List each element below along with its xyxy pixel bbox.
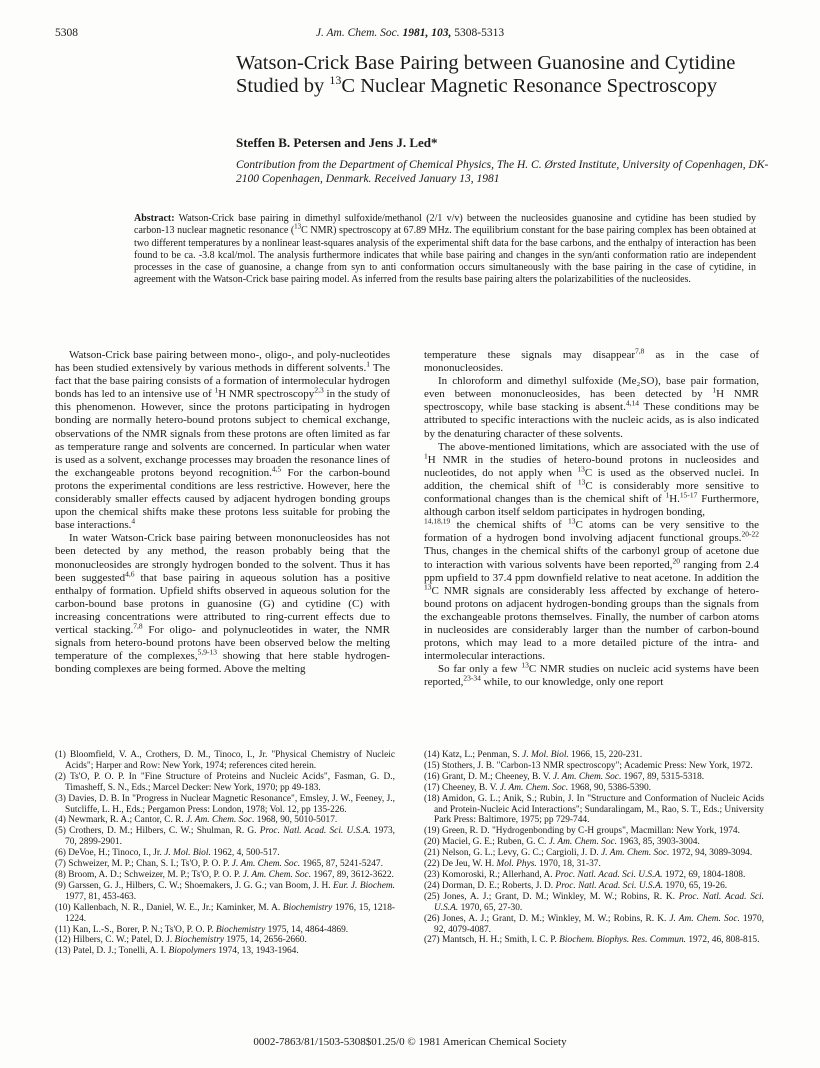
reference-item: (19) Green, R. D. "Hydrogenbonding by C-H groups", Macmillan: New York, 1974.: [424, 826, 740, 837]
body-paragraph: In water Watson-Crick base pairing between mononucleosides has not been detected by any method, the reason probably being that the mononucleosides are strongly hydrogen bonded to the solvent. Thus it has been suggested$^{4,6}$ that base pairing in aqueous solution has a positive enthalpy of formation. Upfield shifts observed in aqueous solution for the carbon-bound base protons in guanosine (G) and cytidine (C) with increasing concentrations were attributed to ring-current effects due to vertical stacking.$^{7,8}$ For oligo- and polynucleotides in water, the NMR signals from hetero-bound protons have been observed below the melting temperature of the complexes,$^{5,9-13}$ showing that here stable hydrogen-bonding complexes are being formed. Above the melting: [55, 532, 390, 676]
reference-item: (8) Broom, A. D.; Schweizer, M. P.; Ts'O, P. O. P. J. Am. Chem. Soc. 1967, 89, 3612-3622.: [55, 869, 394, 880]
reference-item: (24) Dorman, D. E.; Roberts, J. D. Proc. Natl. Acad. Sci. U.S.A. 1970, 65, 19-26.: [424, 880, 728, 891]
body-column-right: [424, 346, 760, 689]
body-paragraph: So far only a few $^{13}$C NMR studies on nucleic acid systems have been reported,$^{23-34}$ while, to our knowledge, only one report: [424, 660, 759, 689]
abstract: Abstract: Watson-Crick base pairing in dimethyl sulfoxide/methanol (2/1 v/v) between the nucleosides guanosine and cytidine has been studied by carbon-13 nuclear magnetic resonance ($^{13}$C NMR) spectroscopy at 67.89 MHz. The equilibrium constant for the base pairing complex has been obtained at two different temperatures by a nonlinear least-squares analysis of the experimental shift data for the base carbons, and the enthalpy of interaction has been found to be ca. -3.8 kcal/mol. The analysis furthermore indicates that while base pairing and changes in the syn/anti conformation ratio are independent processes in the case of guanosine, a change from syn to anti conformation occurs simultaneously with the base pairing in the case of cytidine, in agreement with the Watson-Crick base pairing model. As inferred from the results base pairing alters the polarizabilities of the nucleosides.: [134, 213, 757, 286]
reference-item: (20) Maciel, G. E.; Ruben, G. C. J. Am. Chem. Soc. 1963, 85, 3903-3004.: [424, 837, 700, 848]
body-paragraph: temperature these signals may disappear$^{7,8}$ as in the case of mononucleosides.: [424, 346, 759, 375]
reference-item: (22) De Jeu, W. H. Mol. Phys. 1970, 18, 31-37.: [424, 859, 601, 870]
reference-item: (3) Davies, D. B. In "Progress in Nuclear Magnetic Resonance", Emsley, J. W., Feeney, J., Sutcliffe, L. H., Eds.; Pergamon Press: London, 1978; Vol. 12, pp 135-226.: [55, 793, 395, 815]
reference-item: (21) Nelson, G. L.; Levy, G. C.; Cargioli, J. D. J. Am. Chem. Soc. 1972, 94, 3089-3094.: [424, 848, 753, 859]
body-paragraph: The above-mentioned limitations, which are associated with the use of $^1$H NMR in the studies of hetero-bound protons in nucleosides and nucleotides, do not apply when $^{13}$C is used as the observed nuclei. In addition, the chemical shift of $^{13}$C is considerably more sensitive to conformational changes than is the chemical shift of $^1$H.$^{15-17}$ Furthermore, although carbon itself seldom participates in hydrogen bonding,: [424, 440, 760, 519]
reference-item: (9) Garssen, G. J., Hilbers, C. W.; Shoemakers, J. G. G.; van Boom, J. H. Eur. J. Biochem. 1977, 81, 453-463.: [55, 880, 395, 902]
article-title: Watson-Crick Base Pairing between Guanosine and Cytidine Studied by $^{13}$C Nuclear Magnetic Resonance Spectroscopy: [236, 52, 736, 97]
reference-item: (25) Jones, A. J.; Grant, D. M.; Winkley, M. W.; Robins, R. K. Proc. Natl. Acad. Sci. U.S.A. 1970, 65, 27-30.: [424, 891, 764, 913]
reference-item: (17) Cheeney, B. V. J. Am. Chem. Soc. 1968, 90, 5386-5390.: [424, 782, 651, 793]
reference-item: (1) Bloomfield, V. A., Crothers, D. M., Tinoco, I., Jr. "Physical Chemistry of Nucleic Acids"; Harper and Row: New York, 1974; references cited herein.: [55, 750, 395, 771]
journal-volume: 103,: [431, 27, 452, 39]
reference-item: (10) Kallenbach, N. R., Daniel, W. E., Jr.; Kaminker, M. A. Biochemistry 1976, 15, 1218-1224.: [55, 902, 396, 924]
reference-item: (14) Katz, L.; Penman, S. J. Mol. Biol. 1966, 15, 220-231.: [424, 750, 643, 760]
reference-item: (16) Grant, D. M.; Cheeney, B. V. J. Am. Chem. Soc. 1967, 89, 5315-5318.: [424, 771, 705, 782]
reference-item: (6) DeVoe, H.; Tinoco, I., Jr. J. Mol. Biol. 1962, 4, 500-517.: [55, 848, 280, 859]
reference-item: (26) Jones, A. J.; Grant, D. M.; Winkley, M. W.; Robins, R. K. J. Am. Chem. Soc. 1970, 92, 4079-4087.: [424, 913, 764, 935]
journal-pages: 5308-5313: [454, 27, 505, 39]
journal-year: 1981,: [402, 27, 429, 39]
article-authors: Steffen B. Petersen and Jens J. Led*: [236, 135, 438, 150]
body-paragraph: $^{14,18,19}$ the chemical shifts of $^{13}$C atoms can be very sensitive to the formation of a hydrogen bond involving adjacent functional groups.$^{20-22}$ Thus, changes in the chemical shifts of the carbonyl group of acetone due to interaction with various solvents have been reported,$^{20}$ ranging from 2.4 ppm upfield to 37.4 ppm downfield relative to neat acetone. In addition the $^{13}$C NMR signals are considerably less affected by exchange of hetero-bound protons on adjacent hydrogen-bonding groups than the signals from the exchangeable protons themselves. Finally, the number of carbon atoms in nucleosides are considerably larger than the number of carbon-bound protons, which may lead to a more detailed picture of the intra- and intermolecular interactions.: [424, 516, 760, 663]
reference-item: (27) Mantsch, H. H.; Smith, I. C. P. Biochem. Biophys. Res. Commun. 1972, 46, 808-815.: [424, 935, 760, 946]
reference-item: (13) Patel, D. J.; Tonelli, A. I. Biopolymers 1974, 13, 1943-1964.: [55, 946, 299, 957]
abstract-label: Abstract:: [134, 213, 175, 224]
body-paragraph: In chloroform and dimethyl sulfoxide (Me₂SO), base pair formation, even between mononucleosides, has been detected by $^1$H NMR spectroscopy, while base stacking is absent.$^{4,14}$ These conditions may be attributed to specific interactions with the nucleic acids, as is also indicated by the denaturing character of these solvents.: [424, 375, 759, 440]
reference-item: (12) Hilbers, C. W.; Patel, D. J. Biochemistry 1975, 14, 2656-2660.: [55, 935, 307, 946]
reference-item: (7) Schweizer, M. P.; Chan, S. I.; Ts'O, P. O. P. J. Am. Chem. Soc. 1965, 87, 5241-5247.: [55, 859, 383, 870]
references-left: [55, 750, 395, 957]
running-head: [0, 27, 820, 39]
body-paragraph: Watson-Crick base pairing between mono-, oligo-, and poly-nucleotides has been studied extensively by various methods in different solvents.$^1$ The fact that the base pairing consists of a formation of intermolecular hydrogen bonds has led to an intensive use of $^1$H NMR spectroscopy$^{2,3}$ in the study of this phenomenon. However, since the protons participating in hydrogen bonding are normally hetero-bound protons subject to chemical exchange, observations of the NMR signals from these protons are often limited as far as temperature range and solvents are concerned. In particular when water is used as a solvent, exchange processes may broaden the resonance lines of the exchangeable protons beyond recognition.$^{4,5}$ For the carbon-bound protons the experimental conditions are less restrictive. However, here the considerably smaller effects caused by adjacent hydrogen bonding groups upon the chemical shifts make these protons less suitable for probing the base interactions.$^4$: [55, 349, 390, 532]
reference-item: (4) Newmark, R. A.; Cantor, C. R. J. Am. Chem. Soc. 1968, 90, 5010-5017.: [55, 815, 338, 826]
references-right: [424, 750, 764, 946]
page-number: 5308: [55, 27, 78, 39]
reference-item: (2) Ts'O, P. O. P. In "Fine Structure of Proteins and Nucleic Acids", Fasman, G. D., Timasheff, S. N., Eds.; Marcel Decker: New York, 1970; pp 49-183.: [55, 771, 395, 793]
reference-item: (5) Crothers, D. M.; Hilbers, C. W.; Shulman, R. G. Proc. Natl. Acad. Sci. U.S.A. 1973, 70, 2899-2901.: [55, 826, 396, 848]
reference-item: (23) Komoroski, R.; Allerhand, A. Proc. Natl. Acad. Sci. U.S.A. 1972, 69, 1804-1808.: [424, 869, 746, 880]
article-affiliation: Contribution from the Department of Chemical Physics, The H. C. Ørsted Institute, University of Copenhagen, DK-2100 Copenhagen, Denmark. Received January 13, 1981: [236, 159, 769, 185]
body-column-left: [55, 349, 390, 676]
reference-item: (18) Amidon, G. L.; Anik, S.; Rubin, J. In "Structure and Conformation of Nucleic Acids and Protein-Nucleic Acid Interactions"; Sundaralingam, M., Rao, S. T., Eds.; University Park Press: Baltimore, 1975; pp 729-744.: [424, 793, 764, 826]
reference-item: (15) Stothers, J. B. "Carbon-13 NMR spectroscopy"; Academic Press: New York, 1972.: [424, 760, 753, 771]
copyright-footer: 0002-7863/81/1503-5308$01.25/0 © 1981 American Chemical Society: [253, 1036, 567, 1048]
reference-item: (11) Kan, L.-S., Borer, P. N.; Ts'O, P. O. P. Biochemistry 1975, 14, 4864-4869.: [55, 924, 349, 935]
journal-name: J. Am. Chem. Soc.: [315, 27, 400, 39]
